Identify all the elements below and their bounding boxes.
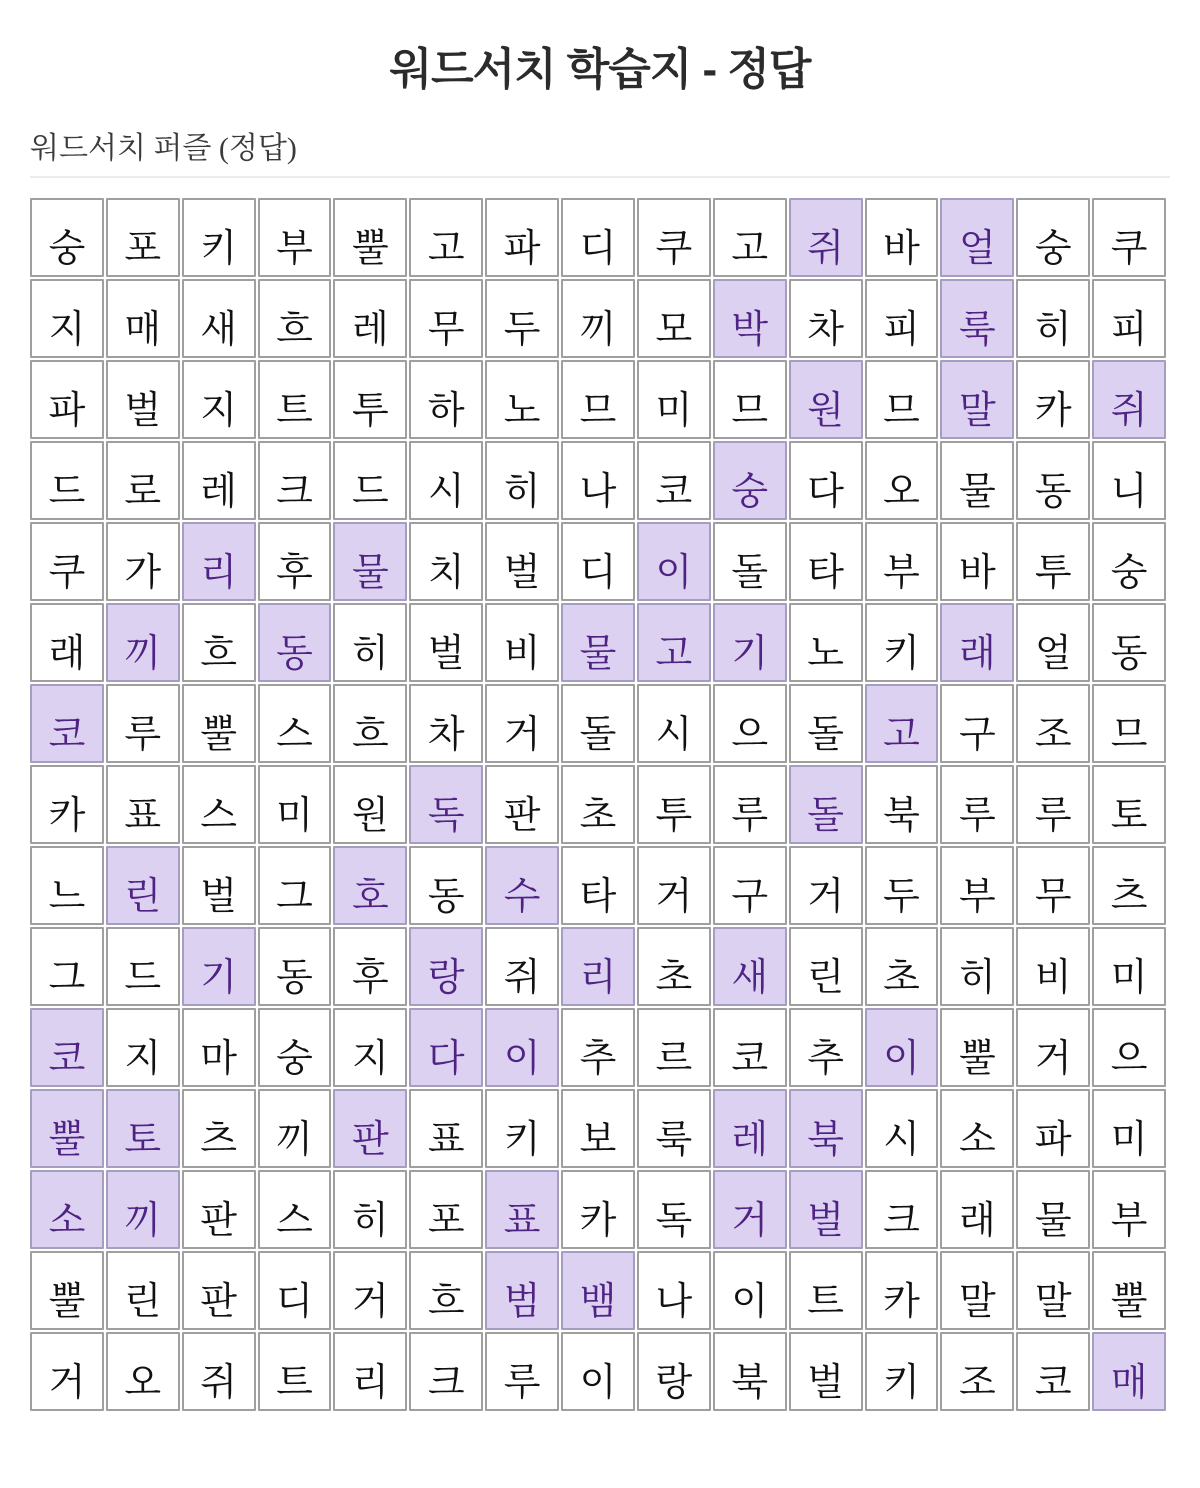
puzzle-section-title: 워드서치 퍼즐 (정답) [30, 131, 1170, 178]
grid-cell: 거 [30, 1332, 104, 1411]
grid-cell: 그 [258, 846, 332, 925]
grid-cell: 동 [1016, 441, 1090, 520]
grid-cell: 부 [258, 198, 332, 277]
grid-cell: 스 [182, 765, 256, 844]
grid-cell-highlighted: 린 [106, 846, 180, 925]
grid-cell: 표 [106, 765, 180, 844]
grid-cell: 비 [1016, 927, 1090, 1006]
word-search-grid [30, 198, 1166, 1411]
grid-cell: 조 [1016, 684, 1090, 763]
grid-cell: 뿔 [333, 198, 407, 277]
grid-cell: 말 [1016, 1251, 1090, 1330]
grid-cell: 느 [30, 846, 104, 925]
grid-cell: 돌 [713, 522, 787, 601]
grid-cell-highlighted: 얼 [940, 198, 1014, 277]
grid-cell-highlighted: 말 [940, 360, 1014, 439]
grid-cell: 끼 [561, 279, 635, 358]
grid-cell: 벌 [789, 1332, 863, 1411]
grid-cell: 오 [865, 441, 939, 520]
grid-cell: 크 [865, 1170, 939, 1249]
grid-cell-highlighted: 수 [485, 846, 559, 925]
grid-cell: 돌 [561, 684, 635, 763]
grid-cell: 드 [30, 441, 104, 520]
grid-cell: 래 [940, 1170, 1014, 1249]
grid-cell: 보 [561, 1089, 635, 1168]
grid-cell: 숭 [1092, 522, 1166, 601]
grid-cell-highlighted: 리 [182, 522, 256, 601]
grid-cell: 뿔 [30, 1251, 104, 1330]
grid-cell: 뿔 [940, 1008, 1014, 1087]
grid-cell: 북 [713, 1332, 787, 1411]
grid-cell: 차 [409, 684, 483, 763]
grid-cell: 린 [789, 927, 863, 1006]
grid-cell-highlighted: 북 [789, 1089, 863, 1168]
grid-cell: 조 [940, 1332, 1014, 1411]
grid-cell-highlighted: 래 [940, 603, 1014, 682]
grid-cell: 오 [106, 1332, 180, 1411]
grid-cell: 스 [258, 1170, 332, 1249]
grid-cell: 소 [940, 1089, 1014, 1168]
grid-cell: 카 [30, 765, 104, 844]
grid-cell: 거 [333, 1251, 407, 1330]
grid-cell: 피 [1092, 279, 1166, 358]
grid-cell: 루 [1016, 765, 1090, 844]
grid-cell: 원 [333, 765, 407, 844]
grid-cell: 추 [561, 1008, 635, 1087]
grid-cell: 무 [1016, 846, 1090, 925]
grid-cell: 으 [1092, 1008, 1166, 1087]
grid-cell: 쿠 [1092, 198, 1166, 277]
grid-cell: 포 [106, 198, 180, 277]
grid-cell-highlighted: 끼 [106, 603, 180, 682]
grid-cell: 두 [865, 846, 939, 925]
grid-cell: 동 [258, 927, 332, 1006]
grid-cell: 부 [940, 846, 1014, 925]
grid-cell-highlighted: 쥐 [789, 198, 863, 277]
grid-cell: 키 [182, 198, 256, 277]
grid-cell-highlighted: 룩 [940, 279, 1014, 358]
grid-cell: 츠 [182, 1089, 256, 1168]
grid-cell-highlighted: 범 [485, 1251, 559, 1330]
grid-cell: 린 [106, 1251, 180, 1330]
grid-cell: 동 [1092, 603, 1166, 682]
grid-cell: 바 [940, 522, 1014, 601]
grid-cell: 카 [1016, 360, 1090, 439]
grid-cell: 카 [561, 1170, 635, 1249]
grid-cell: 카 [865, 1251, 939, 1330]
grid-cell: 히 [333, 1170, 407, 1249]
grid-cell: 므 [1092, 684, 1166, 763]
grid-cell-highlighted: 뱀 [561, 1251, 635, 1330]
grid-cell: 크 [258, 441, 332, 520]
grid-cell: 미 [1092, 927, 1166, 1006]
grid-cell: 미 [258, 765, 332, 844]
grid-cell: 초 [637, 927, 711, 1006]
grid-cell: 벌 [106, 360, 180, 439]
grid-cell: 거 [637, 846, 711, 925]
grid-cell-highlighted: 랑 [409, 927, 483, 1006]
grid-cell-highlighted: 돌 [789, 765, 863, 844]
grid-cell: 나 [637, 1251, 711, 1330]
grid-cell: 구 [713, 846, 787, 925]
grid-cell-highlighted: 쥐 [1092, 360, 1166, 439]
grid-cell: 루 [940, 765, 1014, 844]
grid-cell: 가 [106, 522, 180, 601]
grid-cell: 노 [485, 360, 559, 439]
grid-cell: 파 [30, 360, 104, 439]
grid-cell: 지 [333, 1008, 407, 1087]
grid-cell-highlighted: 리 [561, 927, 635, 1006]
grid-cell: 벌 [182, 846, 256, 925]
grid-cell: 리 [333, 1332, 407, 1411]
grid-cell: 숭 [1016, 198, 1090, 277]
grid-cell: 코 [713, 1008, 787, 1087]
grid-cell: 흐 [258, 279, 332, 358]
grid-cell-highlighted: 벌 [789, 1170, 863, 1249]
grid-cell: 키 [485, 1089, 559, 1168]
grid-cell: 동 [409, 846, 483, 925]
grid-cell: 쿠 [637, 198, 711, 277]
grid-cell: 치 [409, 522, 483, 601]
grid-cell: 니 [1092, 441, 1166, 520]
grid-cell: 레 [333, 279, 407, 358]
grid-cell-highlighted: 물 [561, 603, 635, 682]
grid-cell: 고 [409, 198, 483, 277]
grid-cell-highlighted: 호 [333, 846, 407, 925]
grid-cell: 드 [106, 927, 180, 1006]
grid-cell: 초 [561, 765, 635, 844]
grid-cell-highlighted: 고 [637, 603, 711, 682]
grid-cell: 흐 [333, 684, 407, 763]
grid-cell: 뿔 [182, 684, 256, 763]
grid-cell: 뿔 [1092, 1251, 1166, 1330]
grid-cell: 므 [561, 360, 635, 439]
grid-cell: 피 [865, 279, 939, 358]
grid-cell: 구 [940, 684, 1014, 763]
grid-cell: 시 [637, 684, 711, 763]
grid-cell: 흐 [409, 1251, 483, 1330]
grid-cell-highlighted: 코 [30, 1008, 104, 1087]
grid-cell: 투 [333, 360, 407, 439]
grid-cell: 디 [561, 522, 635, 601]
grid-cell: 두 [485, 279, 559, 358]
grid-cell: 포 [409, 1170, 483, 1249]
grid-cell: 벌 [485, 522, 559, 601]
grid-cell: 투 [637, 765, 711, 844]
grid-cell-highlighted: 코 [30, 684, 104, 763]
grid-cell: 트 [258, 360, 332, 439]
grid-cell: 비 [485, 603, 559, 682]
grid-cell-highlighted: 이 [637, 522, 711, 601]
grid-cell: 룩 [637, 1089, 711, 1168]
grid-cell: 파 [485, 198, 559, 277]
grid-cell: 초 [865, 927, 939, 1006]
grid-cell-highlighted: 레 [713, 1089, 787, 1168]
grid-cell: 히 [333, 603, 407, 682]
worksheet-page [0, 44, 1200, 1411]
grid-cell: 부 [1092, 1170, 1166, 1249]
grid-cell: 후 [333, 927, 407, 1006]
grid-cell: 하 [409, 360, 483, 439]
grid-cell: 매 [106, 279, 180, 358]
grid-cell-highlighted: 독 [409, 765, 483, 844]
grid-cell: 후 [258, 522, 332, 601]
grid-cell: 므 [713, 360, 787, 439]
grid-cell: 거 [789, 846, 863, 925]
grid-cell: 판 [485, 765, 559, 844]
grid-cell: 지 [182, 360, 256, 439]
grid-cell: 이 [713, 1251, 787, 1330]
grid-cell: 쥐 [182, 1332, 256, 1411]
grid-cell: 모 [637, 279, 711, 358]
grid-cell: 새 [182, 279, 256, 358]
grid-cell: 루 [485, 1332, 559, 1411]
grid-cell: 끼 [258, 1089, 332, 1168]
grid-cell: 쿠 [30, 522, 104, 601]
grid-cell: 얼 [1016, 603, 1090, 682]
page-title: 워드서치 학습지 - 정답 [389, 45, 811, 94]
grid-cell-highlighted: 뿔 [30, 1089, 104, 1168]
grid-cell-highlighted: 판 [333, 1089, 407, 1168]
grid-cell: 노 [789, 603, 863, 682]
grid-cell: 무 [409, 279, 483, 358]
grid-cell: 로 [106, 441, 180, 520]
grid-cell-highlighted: 매 [1092, 1332, 1166, 1411]
grid-cell-highlighted: 이 [485, 1008, 559, 1087]
grid-cell: 토 [1092, 765, 1166, 844]
grid-cell: 히 [485, 441, 559, 520]
grid-cell: 추 [789, 1008, 863, 1087]
grid-cell: 드 [333, 441, 407, 520]
grid-cell-highlighted: 숭 [713, 441, 787, 520]
grid-cell: 거 [1016, 1008, 1090, 1087]
grid-cell: 미 [637, 360, 711, 439]
grid-cell: 래 [30, 603, 104, 682]
grid-cell: 트 [258, 1332, 332, 1411]
grid-cell: 판 [182, 1251, 256, 1330]
grid-cell: 거 [485, 684, 559, 763]
grid-cell: 히 [1016, 279, 1090, 358]
grid-cell-highlighted: 고 [865, 684, 939, 763]
grid-cell: 지 [30, 279, 104, 358]
grid-cell-highlighted: 소 [30, 1170, 104, 1249]
grid-cell: 시 [865, 1089, 939, 1168]
grid-cell: 북 [865, 765, 939, 844]
grid-cell: 이 [561, 1332, 635, 1411]
grid-cell: 고 [713, 198, 787, 277]
grid-cell-highlighted: 기 [182, 927, 256, 1006]
grid-cell: 루 [713, 765, 787, 844]
grid-cell: 돌 [789, 684, 863, 763]
grid-cell-highlighted: 동 [258, 603, 332, 682]
grid-cell: 숭 [258, 1008, 332, 1087]
grid-cell: 스 [258, 684, 332, 763]
grid-cell: 차 [789, 279, 863, 358]
grid-cell: 지 [106, 1008, 180, 1087]
grid-cell: 숭 [30, 198, 104, 277]
grid-cell: 츠 [1092, 846, 1166, 925]
grid-cell: 르 [637, 1008, 711, 1087]
grid-cell: 말 [940, 1251, 1014, 1330]
grid-cell: 랑 [637, 1332, 711, 1411]
grid-cell: 으 [713, 684, 787, 763]
grid-cell: 물 [940, 441, 1014, 520]
grid-cell: 코 [1016, 1332, 1090, 1411]
grid-cell: 판 [182, 1170, 256, 1249]
grid-cell-highlighted: 다 [409, 1008, 483, 1087]
grid-cell: 부 [865, 522, 939, 601]
grid-cell-highlighted: 끼 [106, 1170, 180, 1249]
grid-cell: 표 [409, 1089, 483, 1168]
grid-cell: 히 [940, 927, 1014, 1006]
grid-cell: 트 [789, 1251, 863, 1330]
grid-cell: 루 [106, 684, 180, 763]
grid-cell-highlighted: 박 [713, 279, 787, 358]
grid-cell: 므 [865, 360, 939, 439]
grid-cell: 타 [561, 846, 635, 925]
grid-cell: 파 [1016, 1089, 1090, 1168]
grid-cell-highlighted: 물 [333, 522, 407, 601]
grid-cell-highlighted: 토 [106, 1089, 180, 1168]
grid-cell: 투 [1016, 522, 1090, 601]
grid-cell: 타 [789, 522, 863, 601]
grid-cell: 쥐 [485, 927, 559, 1006]
grid-cell: 그 [30, 927, 104, 1006]
grid-cell-highlighted: 기 [713, 603, 787, 682]
grid-cell: 나 [561, 441, 635, 520]
grid-cell-highlighted: 표 [485, 1170, 559, 1249]
grid-cell: 바 [865, 198, 939, 277]
grid-cell: 크 [409, 1332, 483, 1411]
grid-cell-highlighted: 거 [713, 1170, 787, 1249]
grid-cell: 물 [1016, 1170, 1090, 1249]
grid-cell: 벌 [409, 603, 483, 682]
grid-cell: 흐 [182, 603, 256, 682]
grid-cell: 다 [789, 441, 863, 520]
grid-cell-highlighted: 원 [789, 360, 863, 439]
grid-cell: 코 [637, 441, 711, 520]
grid-cell: 미 [1092, 1089, 1166, 1168]
grid-cell: 마 [182, 1008, 256, 1087]
grid-cell: 디 [561, 198, 635, 277]
grid-cell-highlighted: 이 [865, 1008, 939, 1087]
grid-cell: 키 [865, 1332, 939, 1411]
grid-cell-highlighted: 새 [713, 927, 787, 1006]
grid-cell: 시 [409, 441, 483, 520]
grid-cell: 독 [637, 1170, 711, 1249]
grid-cell: 디 [258, 1251, 332, 1330]
grid-cell: 키 [865, 603, 939, 682]
grid-cell: 레 [182, 441, 256, 520]
